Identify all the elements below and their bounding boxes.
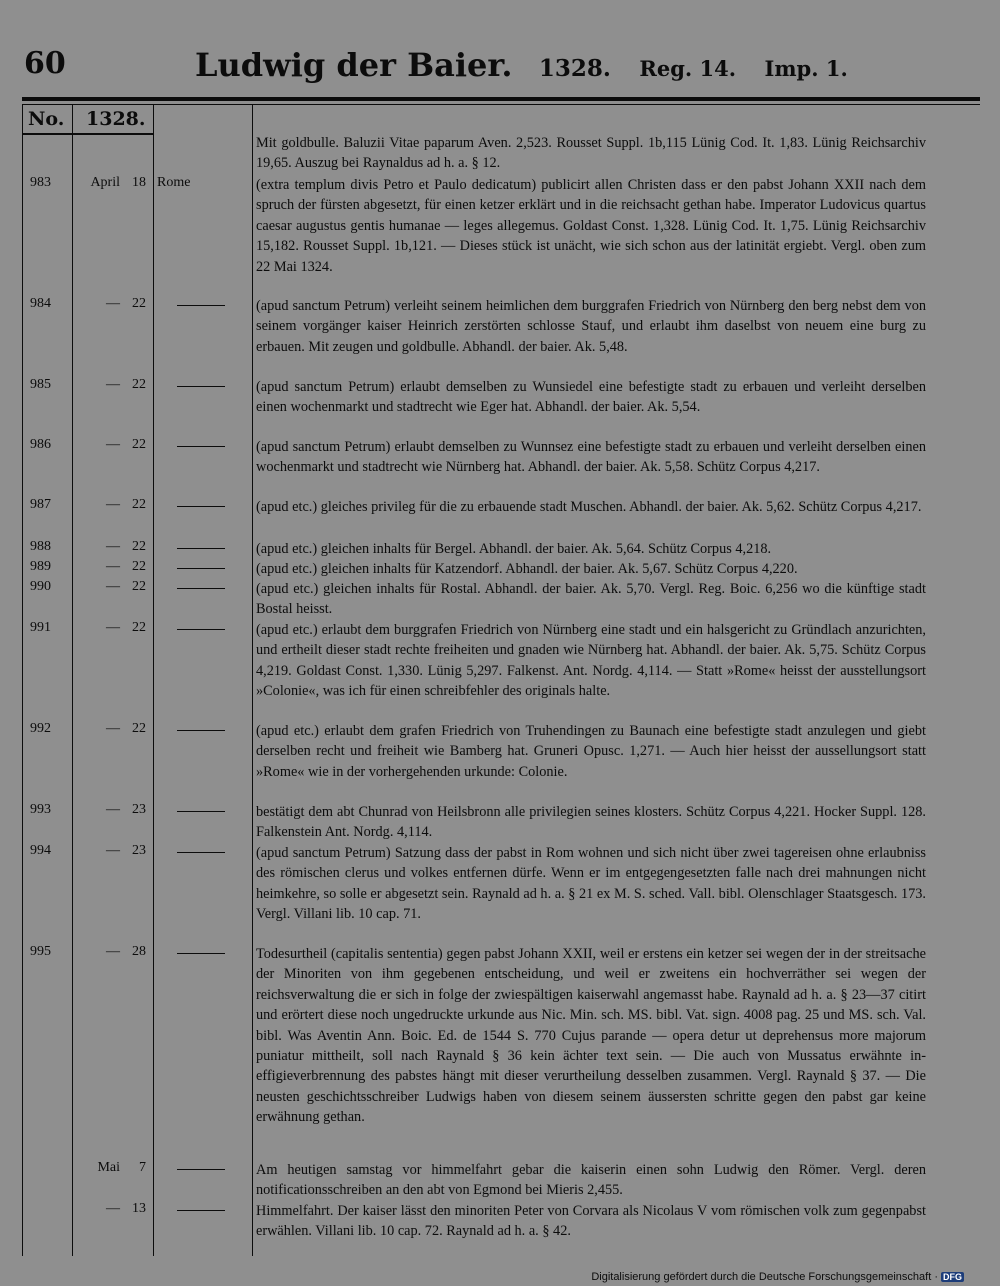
entry-number: 987 — [30, 497, 51, 512]
header-imp: Imp. 1. — [764, 56, 848, 81]
entry-text: (apud sanctum Petrum) erlaubt demselben zu Wunsiedel eine befestigte stadt zu erbauen und verleiht derselben einen wochenmarkt und stadtrecht wie Eger hat. Abhandl. der baier. Ak. 5,54. — [256, 379, 926, 416]
place-ditto-line — [177, 446, 225, 447]
entry-date — [74, 843, 150, 859]
entry-text: Am heutigen samstag vor himmelfahrt gebar die kaiserin einen sohn Ludwig den Römer. Vergl. deren notificationsschreiben an den abt von Egmond bei Mieris 2,455. — [256, 1162, 926, 1199]
entry-day: 23 — [132, 802, 146, 817]
entry-text: (apud etc.) gleichen inhalts für Bergel. Abhandl. der baier. Ak. 5,64. Schütz Corpus 4,218. — [256, 541, 772, 557]
entry-month: — — [106, 296, 120, 311]
entry-text: (apud sanctum Petrum) Satzung dass der pabst in Rom wohnen und sich nicht über zwei tagereisen ohne erlaubniss des römischen clerus und volkes entfernen dürfe. Wenn er im entgegengesetzten falle nach drei mahnungen nicht heimkehre, so solle er abgesetzt sein. Raynald ad h. a. § 21 ex M. S. sched. Vall. bibl. Olenschlager Staatsgesch. 173. Vergl. Villani lib. 10 cap. 71. — [256, 845, 926, 923]
column-divider — [22, 104, 23, 1256]
place-ditto-line — [177, 629, 225, 630]
place-ditto-line — [177, 506, 225, 507]
entry-number: 986 — [30, 437, 51, 452]
place-ditto-line — [177, 1210, 225, 1211]
entry-day: 18 — [132, 175, 146, 190]
entry-date — [74, 1201, 150, 1217]
entry-day: 22 — [132, 559, 146, 574]
entry-date — [74, 296, 150, 312]
entry-month: — — [106, 620, 120, 635]
entry-text: (apud etc.) gleiches privileg für die zu erbauende stadt Muschen. Abhandl. der baier. Ak. 5,62. Schütz Corpus 4,217. — [256, 499, 922, 515]
entry-text: bestätigt dem abt Chunrad von Heilsbronn alle privilegien seines klosters. Schütz Corpus 4,221. Hocker Suppl. 128. Falkenstein Ant. Nordg. 4,114. — [256, 804, 926, 841]
entry-date — [74, 377, 150, 393]
header-year: 1328. — [538, 55, 611, 82]
dfg-logo: DFG — [943, 1272, 962, 1282]
entry-number: 985 — [30, 377, 51, 392]
entry-day: 7 — [139, 1160, 146, 1175]
page-number: 60 — [24, 46, 66, 81]
entry-month: — — [106, 802, 120, 817]
entry-day: 22 — [132, 296, 146, 311]
entry-text: (apud etc.) gleichen inhalts für Rostal. Abhandl. der baier. Ak. 5,70. Vergl. Reg. Boic. 6,256 wo die künftige stadt Bostal heisst. — [256, 581, 926, 618]
entry-number: 992 — [30, 721, 51, 736]
place-ditto-line — [177, 1169, 225, 1170]
entry-number: 991 — [30, 620, 51, 635]
place-ditto-line — [177, 852, 225, 853]
column-header-year: 1328. — [86, 108, 146, 130]
entry-month: — — [106, 539, 120, 554]
entry-day: 13 — [132, 1201, 146, 1216]
entry-text: Todesurtheil (capitalis sententia) gegen pabst Johann XXII, weil er erstens ein ketzer sei wegen der in der streitsache der Minoriten von ihm gegebenen entscheidung, und weil er zweitens ein hochverräther sei wegen der reichsverwaltung die er sich in folge der zwiespältigen kaiserwahl angemasst habe. Raynald ad h. a. § 23—37 citirt und erörtert diese noch ungedruckte urkunde aus Nic. Min. sch. MS. bibl. Vat. sign. 4008 pag. 25 und MS. sch. Val. bibl. Was Aventin Ann. Boic. Ed. de 1544 S. 770 Cujus parande — opera detur ut deprehensus more majorum puniatur mittheilt, soll nach Raynald § 36 kein ächter text sein. — Die auch von Mussatus erwähnte in-effigieverbrennung des pabstes hängt mit dieser verurtheilung desselben zusammen. Vergl. Raynald § 37. — Die neusten geschichtsschreiber Ludwigs haben von diesem seinem äussersten schritte gegen den pabst gar keine erwähnung gethan. — [256, 946, 926, 1126]
entry-day: 22 — [132, 721, 146, 736]
entry-day: 22 — [132, 620, 146, 635]
place-ditto-line — [177, 568, 225, 569]
column-header-no: No. — [28, 108, 65, 130]
footer — [591, 1271, 964, 1283]
entry-date — [74, 721, 150, 737]
entry-month: April — [90, 175, 120, 190]
entry-date — [74, 620, 150, 636]
entry-number: 989 — [30, 559, 51, 574]
place-ditto-line — [177, 588, 225, 589]
entry-number: 983 — [30, 175, 51, 190]
entry-month: — — [106, 377, 120, 392]
entry-day: 23 — [132, 843, 146, 858]
entry-date — [74, 539, 150, 555]
entry-date — [74, 437, 150, 453]
entry-day: 22 — [132, 377, 146, 392]
entry-date — [74, 497, 150, 513]
entry-day: 22 — [132, 497, 146, 512]
entry-month: — — [106, 559, 120, 574]
entry-month: — — [106, 497, 120, 512]
entry-text: (apud etc.) erlaubt dem grafen Friedrich von Truhendingen zu Baunach eine befestigte stadt anzulegen und giebt derselben recht und freiheit wie Bamberg hat. Gruneri Opusc. 1,271. — Auch hier heisst der aussellungsort statt »Rome« wie in der vorhergehenden urkunde: Colonie. — [256, 723, 926, 780]
column-divider — [252, 104, 253, 1256]
entry-month: — — [106, 579, 120, 594]
entry-number: 984 — [30, 296, 51, 311]
entry-month: — — [106, 843, 120, 858]
entry-month: — — [106, 437, 120, 452]
entry-month: Mai — [97, 1160, 120, 1175]
entry-month: — — [106, 1201, 120, 1216]
entry-day: 22 — [132, 437, 146, 452]
entry-day: 22 — [132, 579, 146, 594]
entry-month: — — [106, 721, 120, 736]
entry-text: Mit goldbulle. Baluzii Vitae paparum Aven. 2,523. Rousset Suppl. 1b,115 Lünig Cod. It. 1,83. Lünig Reichsarchiv 19,65. Auszug bei Raynaldus ad h. a. § 12. — [256, 135, 926, 172]
place-ditto-line — [177, 953, 225, 954]
place-ditto-line — [177, 548, 225, 549]
entry-date — [74, 579, 150, 595]
entry-number: 993 — [30, 802, 51, 817]
entry-date — [74, 802, 150, 818]
place-ditto-line — [177, 386, 225, 387]
top-rule-thick — [22, 97, 980, 101]
entry-day: 28 — [132, 944, 146, 959]
entry-date — [74, 944, 150, 960]
entry-date — [74, 559, 150, 575]
page-header — [195, 46, 848, 84]
column-divider — [72, 104, 73, 1256]
footer-text: Digitalisierung gefördert durch die Deutsche Forschungsgemeinschaft · — [591, 1271, 938, 1283]
entry-number: 990 — [30, 579, 51, 594]
entry-number: 994 — [30, 843, 51, 858]
entry-place: Rome — [157, 175, 191, 190]
entry-date — [74, 133, 150, 149]
entry-text: (extra templum divis Petro et Paulo dedicatum) publicirt allen Christen dass er den pabst Johann XXII nach dem spruch der fürsten abgesetzt, für einen ketzer erklärt und in die reichsacht gethan habe. Imperator Ludovicus quartus caesar augustus gentis humanae — leges allegemus. Goldast Const. 1,328. Lünig Cod. It. 1,75. Lünig Reichsarchiv 15,182. Rousset Suppl. 1b,121. — Dieses stück ist unächt, wie sich schon aus der latinität ergiebt. Vergl. oben zum 22 Mai 1324. — [256, 177, 926, 275]
entry-day: 22 — [132, 539, 146, 554]
entry-text: (apud etc.) erlaubt dem burggrafen Friedrich von Nürnberg eine stadt und ein halsgericht zu Gründlach anzurichten, und ertheilt dieser stadt rechte freiheiten und gnaden wie Nürnberg hat. Abhandl. der baier. Ak. 5,75. Schütz Corpus 4,219. Goldast Const. 1,330. Lünig 5,297. Falkenst. Ant. Nordg. 4,114. — Statt »Rome« heisst der ausstellungsort »Colonie«, was ich für einen schreibfehler des originals halte. — [256, 622, 926, 700]
entry-text: (apud sanctum Petrum) erlaubt demselben zu Wunnsez eine befestigte stadt zu erbauen und verleiht derselben einen wochenmarkt und stadtrecht wie Nürnberg hat. Abhandl. der baier. Ak. 5,58. Schütz Corpus 4,217. — [256, 439, 926, 476]
entry-month: — — [106, 944, 120, 959]
header-title: Ludwig der Baier. — [195, 46, 513, 84]
entry-number: 988 — [30, 539, 51, 554]
top-rule-thin — [22, 104, 980, 105]
entry-number: 995 — [30, 944, 51, 959]
entry-text: (apud etc.) gleichen inhalts für Katzendorf. Abhandl. der baier. Ak. 5,67. Schütz Corpus 4,220. — [256, 561, 798, 577]
place-ditto-line — [177, 811, 225, 812]
entry-date — [74, 1160, 150, 1176]
entry-date — [74, 175, 150, 191]
place-ditto-line — [177, 730, 225, 731]
entry-text: (apud sanctum Petrum) verleiht seinem heimlichen dem burggrafen Friedrich von Nürnberg den berg nebst dem von seinem vorgänger kaiser Heinrich zerstörten schlosse Stauf, und erlaubt ihm daselbst von neuem eine burg zu erbauen. Mit zeugen und goldbulle. Abhandl. der baier. Ak. 5,48. — [256, 298, 926, 355]
place-ditto-line — [177, 305, 225, 306]
column-divider — [153, 104, 154, 1256]
entry-text: Himmelfahrt. Der kaiser lässt den minoriten Peter von Corvara als Nicolaus V vom römischen volk zum gegenpabst erwählen. Villani lib. 10 cap. 72. Raynald ad h. a. § 42. — [256, 1203, 926, 1240]
header-reg: Reg. 14. — [639, 56, 737, 81]
